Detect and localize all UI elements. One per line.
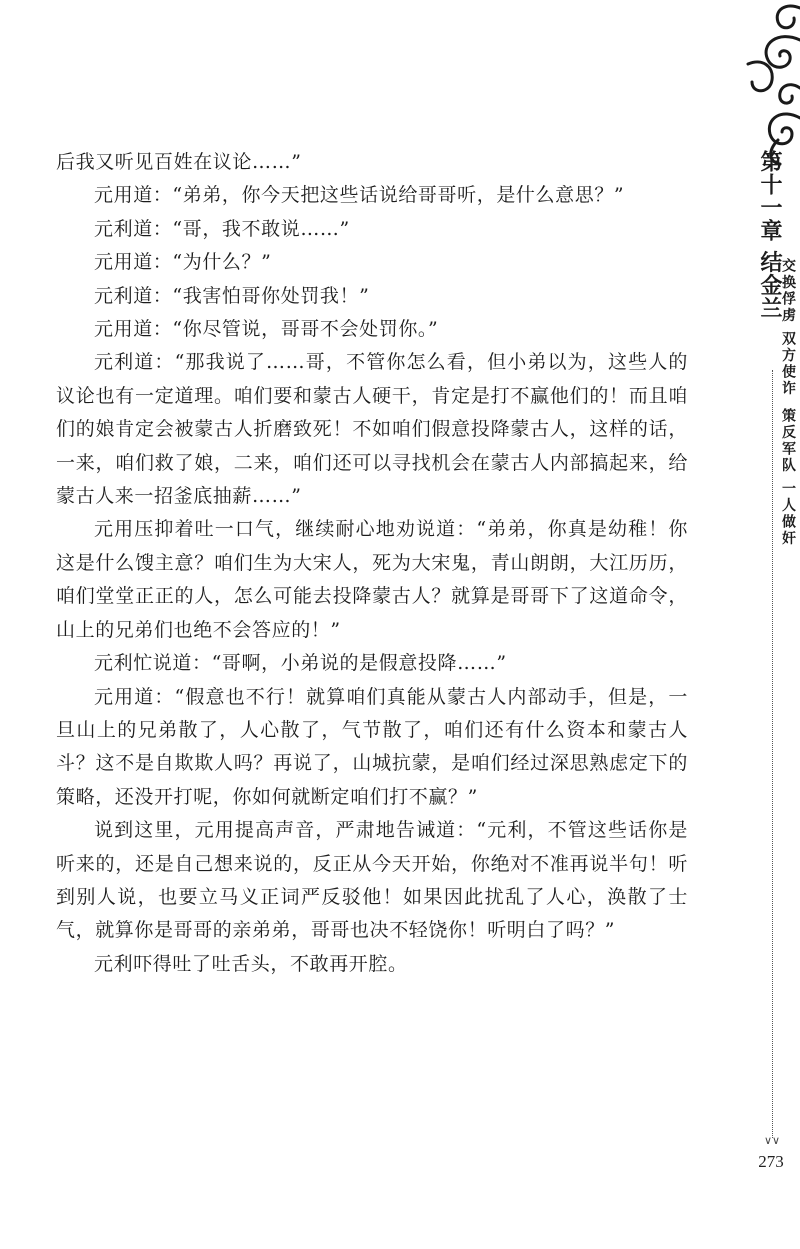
paragraph: 元利忙说道：“哥啊，小弟说的是假意投降……” — [94, 652, 507, 675]
chapter-subtitle-second: 策反军队 一人做奸 — [780, 408, 796, 548]
paragraph: 元用道：“假意也不行！就算咱们真能从蒙古人内部动手，但是，一旦山上的兄弟散了，人心散了，气节散了，咱们还有什么资本和蒙古人斗？这不是自欺欺人吗？再说了，山城抗蒙，是咱们经过深思熟虑定下的策略，还没开打呢，你如何就断定咱们打不赢？” — [56, 685, 688, 808]
paragraph: 元用道：“为什么？” — [94, 251, 272, 274]
chapter-title: 第十一章 结金兰 — [757, 150, 783, 320]
cloud-ornament-icon — [708, 0, 800, 170]
chevron-down-icon: ∨∨ — [763, 1134, 781, 1147]
paragraph: 元利道：“我害怕哥你处罚我！” — [94, 284, 370, 307]
page-number: 273 — [758, 1152, 784, 1171]
paragraph: 元用压抑着吐一口气，继续耐心地劝说道：“弟弟，你真是幼稚！你这是什么馊主意？咱们生为大宋人，死为大宋鬼，青山朗朗，大江历历，咱们堂堂正正的人，怎么可能去投降蒙古人？就算是哥哥下了这道命令，山上的兄弟们也绝不会答应的！” — [56, 518, 688, 641]
paragraph: 元利道：“那我说了……哥，不管你怎么看，但小弟以为，这些人的议论也有一定道理。咱们要和蒙古人硬干，肯定是打不赢他们的！而且咱们的娘肯定会被蒙古人折磨致死！不如咱们假意投降蒙古人，这样的话，一来，咱们救了娘，二来，咱们还可以寻找机会在蒙古人内部搞起来，给蒙古人来一招釜底抽薪……” — [56, 351, 688, 508]
paragraph: 元用道：“弟弟，你今天把这些话说给哥哥听，是什么意思？” — [94, 184, 625, 207]
paragraph: 后我又听见百姓在议论……” — [56, 151, 302, 173]
chapter-subtitle-first: 交换俘虏 双方使诈 — [780, 258, 796, 398]
paragraph: 说到这里，元用提高声音，严肃地告诫道：“元利，不管这些话你是听来的，还是自己想来说的，反正从今天开始，你绝对不准再说半句！听到别人说，也要立马义正词严反驳他！如果因此扰乱了人心，涣散了士气，就算你是哥哥的亲弟弟，哥哥也决不轻饶你！听明白了吗？” — [56, 819, 688, 942]
sidebar-dotted-rule — [772, 370, 773, 1138]
paragraph: 元利吓得吐了吐舌头，不敢再开腔。 — [94, 952, 408, 975]
paragraph: 元利道：“哥，我不敢说……” — [94, 217, 350, 240]
body-text — [56, 146, 688, 981]
paragraph: 元用道：“你尽管说，哥哥不会处罚你。” — [94, 318, 439, 341]
